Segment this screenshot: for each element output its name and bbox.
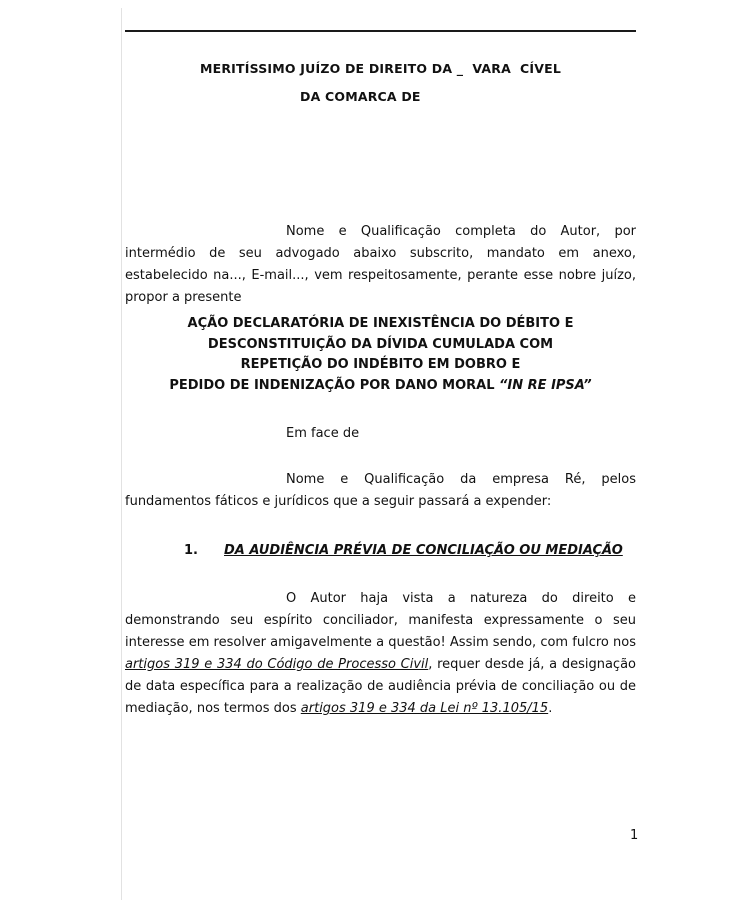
header-rule [125, 30, 636, 32]
section-title: DA AUDIÊNCIA PRÉVIA DE CONCILIAÇÃO OU MEDIAÇÃO [224, 543, 623, 558]
in-face-of-label: Em face de [286, 426, 360, 441]
action-title-line4 [125, 376, 636, 397]
citation-cpc: artigos 319 e 334 do Código de Processo Civil [125, 657, 429, 672]
paragraph-text-part2: , requer desde já, a designação de data específica para a realização de audiência prévia de conciliação ou de mediação, nos termos dos [125, 657, 636, 716]
conciliation-paragraph [125, 588, 636, 720]
paragraph-text-part3: . [548, 701, 553, 716]
action-title-line1: AÇÃO DECLARATÓRIA DE INEXISTÊNCIA DO DÉBITO E [187, 316, 574, 331]
action-title-line4-italic: “IN RE IPSA” [499, 377, 592, 393]
action-title-line3: REPETIÇÃO DO INDÉBITO EM DOBRO E [240, 357, 521, 372]
page-number: 1 [630, 828, 639, 843]
court-heading-line2: DA COMARCA DE [300, 89, 421, 104]
paragraph-text-part1: O Autor haja vista a natureza do direito e demonstrando seu espírito conciliador, manifesta expressamente o seu interesse em resolver amigavelmente a questão! Assim sendo, com fulcro nos [125, 591, 636, 650]
defendant-paragraph: Nome e Qualificação da empresa Ré, pelos fundamentos fáticos e jurídicos que a seguir passará a expender: [125, 472, 636, 509]
action-title-line4-prefix: PEDIDO DE INDENIZAÇÃO POR DANO MORAL [169, 377, 500, 393]
action-title [125, 314, 636, 396]
court-heading-line1: MERITÍSSIMO JUÍZO DE DIREITO DA _ VARA CÍVEL [199, 61, 562, 76]
action-title-line2: DESCONSTITUIÇÃO DA DÍVIDA CUMULADA COM [207, 336, 554, 352]
section-number: 1. [184, 543, 198, 558]
page-margin-line [121, 8, 122, 900]
intro-paragraph: Nome e Qualificação completa do Autor, por intermédio de seu advogado abaixo subscrito, mandato em anexo, estabelecido na..., E-mail..., vem respeitosamente, perante esse nobre juízo, propor a presente [125, 224, 636, 305]
citation-lei: artigos 319 e 334 da Lei nº 13.105/15 [300, 701, 549, 716]
